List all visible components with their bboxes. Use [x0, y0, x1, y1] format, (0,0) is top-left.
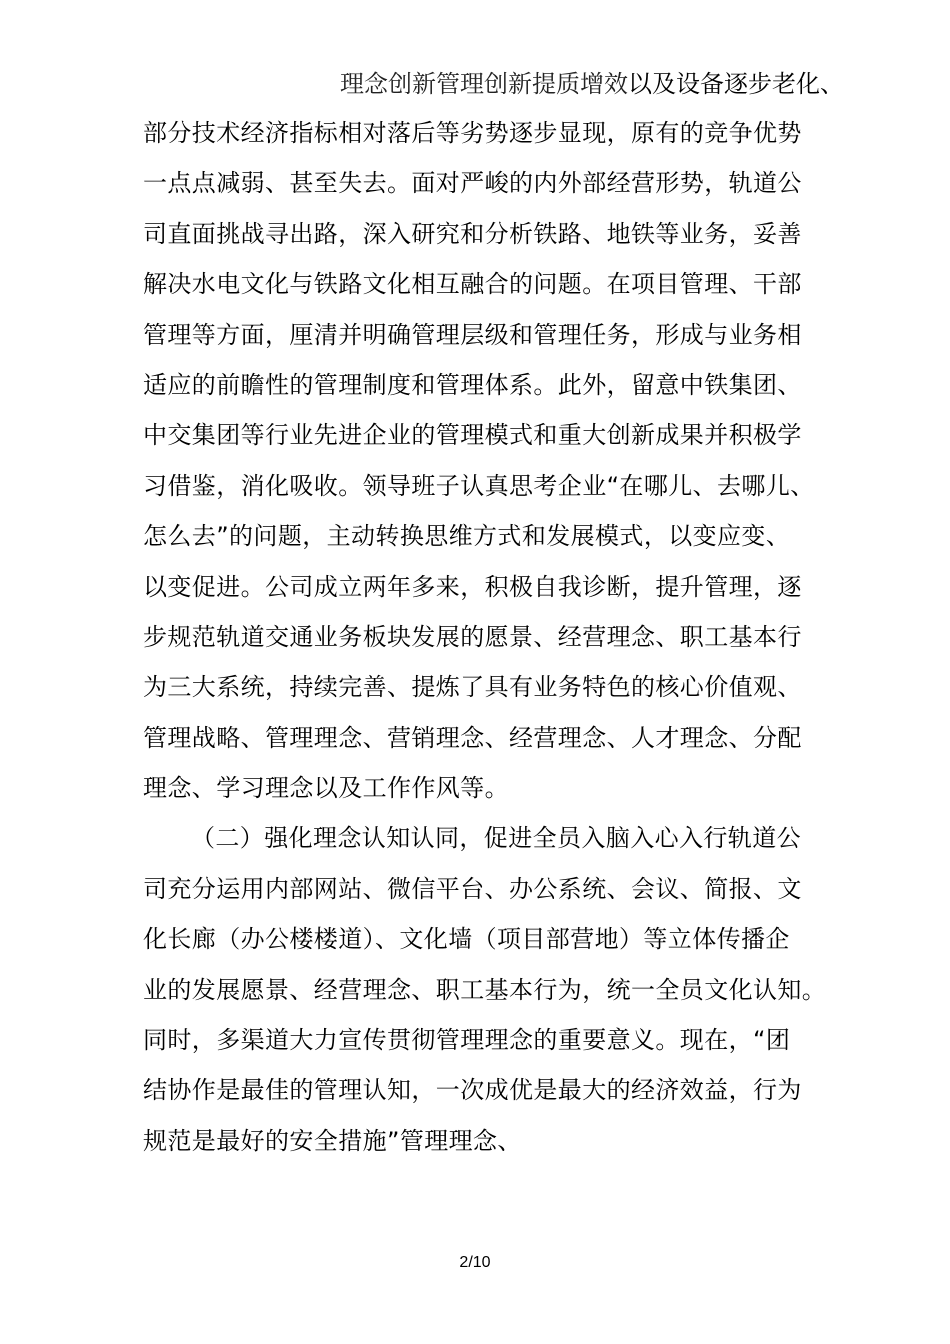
continued-header-line	[340, 66, 844, 102]
text-line: 怎么去”的问题，主动转换思维方式和发展模式，以变应变、	[143, 522, 791, 551]
header-heading-fragment: 理念创新管理创新提质增效	[340, 70, 628, 98]
text-line: 化长廊（办公楼楼道）、文化墙（项目部营地）等立体传播企	[143, 925, 790, 954]
text-line: 习借鉴，消化吸收。领导班子认真思考企业“在哪儿、去哪儿、	[143, 471, 815, 500]
body-text	[143, 115, 843, 1173]
text-line: 为三大系统，持续完善、提炼了具有业务特色的核心价值观、	[143, 673, 802, 702]
text-line: 结协作是最佳的管理认知，一次成优是最大的经济效益，行为	[143, 1076, 802, 1105]
text-line: 同时，多渠道大力宣传贯彻管理理念的重要意义。现在，“团	[143, 1026, 791, 1055]
text-line: 规范是最好的安全措施”管理理念、	[143, 1126, 522, 1155]
text-line: 中交集团等行业先进企业的管理模式和重大创新成果并积极学	[143, 421, 802, 450]
text-line: 步规范轨道交通业务板块发展的愿景、经营理念、职工基本行	[143, 622, 802, 651]
text-line: 管理等方面，厘清并明确管理层级和管理任务，形成与业务相	[143, 320, 802, 349]
text-line: 司充分运用内部网站、微信平台、办公系统、会议、简报、文	[143, 874, 802, 903]
page-number: 2/10	[459, 1254, 491, 1271]
text-line: 司直面挑战寻出路，深入研究和分析铁路、地铁等业务，妥善	[143, 219, 802, 248]
text-line: 解决水电文化与铁路文化相互融合的问题。在项目管理、干部	[143, 270, 802, 299]
text-line: 一点点减弱、甚至失去。面对严峻的内外部经营形势，轨道公	[143, 169, 802, 198]
header-continued-text: 以及设备逐步老化、	[628, 70, 844, 98]
text-line: 以变促进。公司成立两年多来，积极自我诊断，提升管理，逐	[143, 572, 802, 601]
text-line: 管理战略、管理理念、营销理念、经营理念、人才理念、分配	[143, 723, 802, 752]
text-line: 理念、学习理念以及工作作风等。	[143, 774, 509, 803]
text-line: 适应的前瞻性的管理制度和管理体系。此外，留意中铁集团、	[143, 370, 802, 399]
text-line: 业的发展愿景、经营理念、职工基本行为，统一全员文化认知。	[143, 975, 827, 1004]
text-line: 部分技术经济指标相对落后等劣势逐步显现，原有的竞争优势	[143, 119, 802, 147]
section-heading-line: （二）强化理念认知认同，促进全员入脑入心入行轨道公	[191, 824, 801, 853]
